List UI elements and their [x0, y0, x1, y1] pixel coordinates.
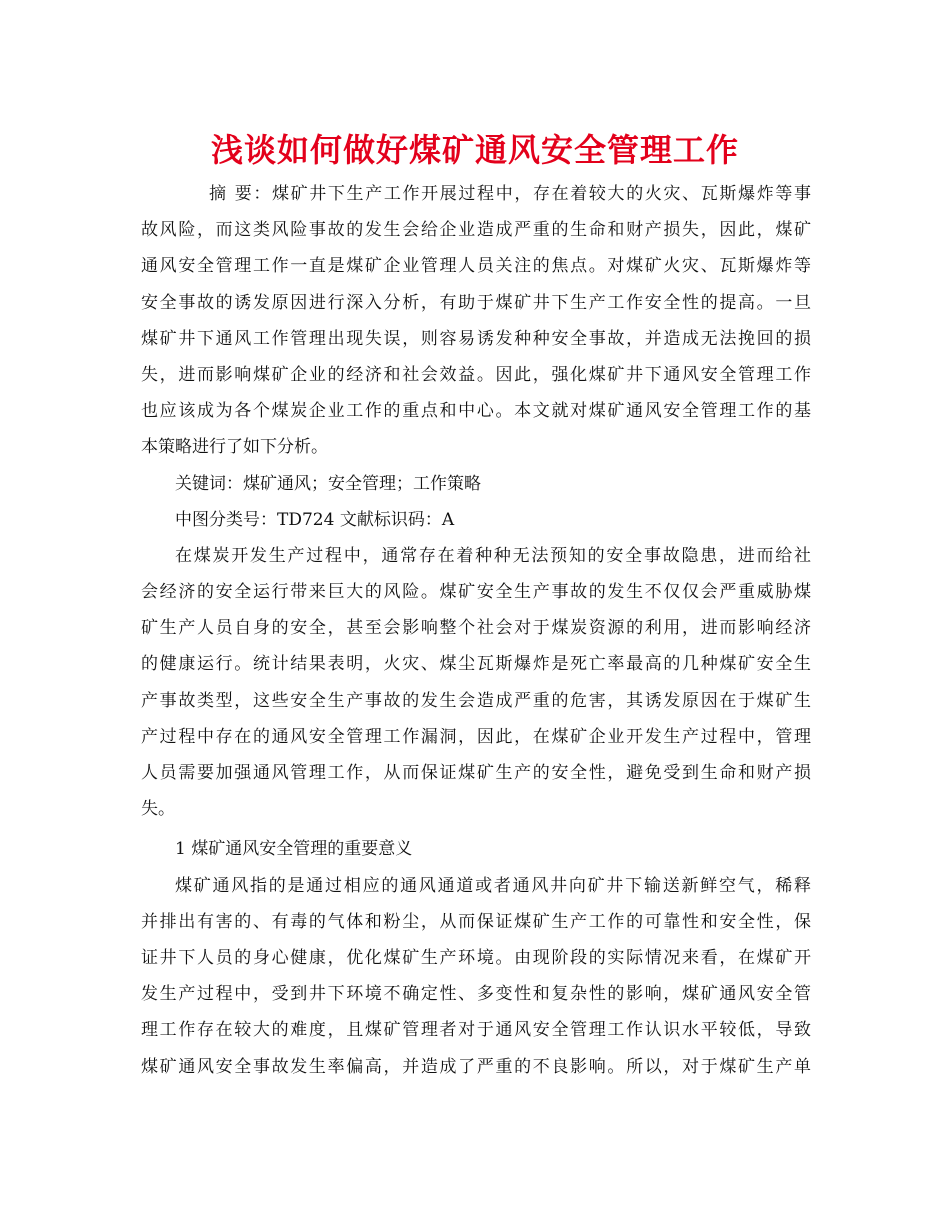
intro-line: 会经济的安全运行带来巨大的风险。煤矿安全生产事故的发生不仅仅会严重威胁煤	[141, 582, 811, 603]
abstract-line: 故风险，而这类风险事故的发生会给企业造成严重的生命和财产损失，因此，煤矿	[141, 220, 811, 241]
section1-line: 理工作存在较大的难度，且煤矿管理者对于通风安全管理工作认识水平较低，导致	[141, 1020, 811, 1041]
abstract-line: 通风安全管理工作一直是煤矿企业管理人员关注的焦点。对煤矿火灾、瓦斯爆炸等	[141, 256, 811, 277]
abstract-line: 也应该成为各个煤炭企业工作的重点和中心。本文就对煤矿通风安全管理工作的基	[141, 401, 811, 422]
intro-line: 失。	[141, 799, 175, 820]
abstract-line: 本策略进行了如下分析。	[141, 437, 328, 458]
abstract-line: 摘 要：煤矿井下生产工作开展过程中，存在着较大的火灾、瓦斯爆炸等事	[209, 184, 811, 204]
section1-line: 煤矿通风指的是通过相应的通风通道或者通风井向矿井下输送新鲜空气，稀释	[175, 875, 811, 896]
section1-line: 发生产过程中，受到井下环境不确定性、多变性和复杂性的影响，煤矿通风安全管	[141, 984, 811, 1005]
abstract-line: 煤矿井下通风工作管理出现失误，则容易诱发种种安全事故，并造成无法挽回的损	[141, 328, 811, 349]
section1-line: 证井下人员的身心健康，优化煤矿生产环境。由现阶段的实际情况来看，在煤矿开	[141, 947, 811, 968]
keywords-line: 关键词：煤矿通风；安全管理；工作策略	[175, 473, 481, 494]
intro-line: 矿生产人员自身的安全，甚至会影响整个社会对于煤炭资源的利用，进而影响经济	[141, 618, 811, 639]
section1-paragraph	[141, 868, 811, 1085]
abstract-line: 失，进而影响煤矿企业的经济和社会效益。因此，强化煤矿井下通风安全管理工作	[141, 364, 811, 385]
intro-paragraph	[141, 538, 811, 828]
intro-line: 产过程中存在的通风安全管理工作漏洞，因此，在煤矿企业开发生产过程中，管理	[141, 726, 811, 747]
intro-line: 产事故类型，这些安全生产事故的发生会造成严重的危害，其诱发原因在于煤矿生	[141, 690, 811, 711]
abstract-line: 安全事故的诱发原因进行深入分析，有助于煤矿井下生产工作安全性的提高。一旦	[141, 292, 811, 313]
intro-line: 的健康运行。统计结果表明，火灾、煤尘瓦斯爆炸是死亡率最高的几种煤矿安全生	[141, 654, 811, 675]
section1-line: 并排出有害的、有毒的气体和粉尘，从而保证煤矿生产工作的可靠性和安全性，保	[141, 911, 811, 932]
section1-line: 煤矿通风安全事故发生率偏高，并造成了严重的不良影响。所以，对于煤矿生产单	[141, 1056, 811, 1077]
classification-line: 中图分类号：TD724 文献标识码：A	[175, 509, 455, 530]
section-heading: 1 煤矿通风安全管理的重要意义	[175, 839, 413, 860]
document-title: 浅谈如何做好煤矿通风安全管理工作	[210, 131, 739, 169]
document-body	[141, 176, 811, 1085]
intro-line: 在煤炭开发生产过程中，通常存在着种种无法预知的安全事故隐患，进而给社	[175, 545, 811, 566]
intro-line: 人员需要加强通风管理工作，从而保证煤矿生产的安全性，避免受到生命和财产损	[141, 763, 811, 783]
abstract-paragraph	[141, 176, 811, 466]
